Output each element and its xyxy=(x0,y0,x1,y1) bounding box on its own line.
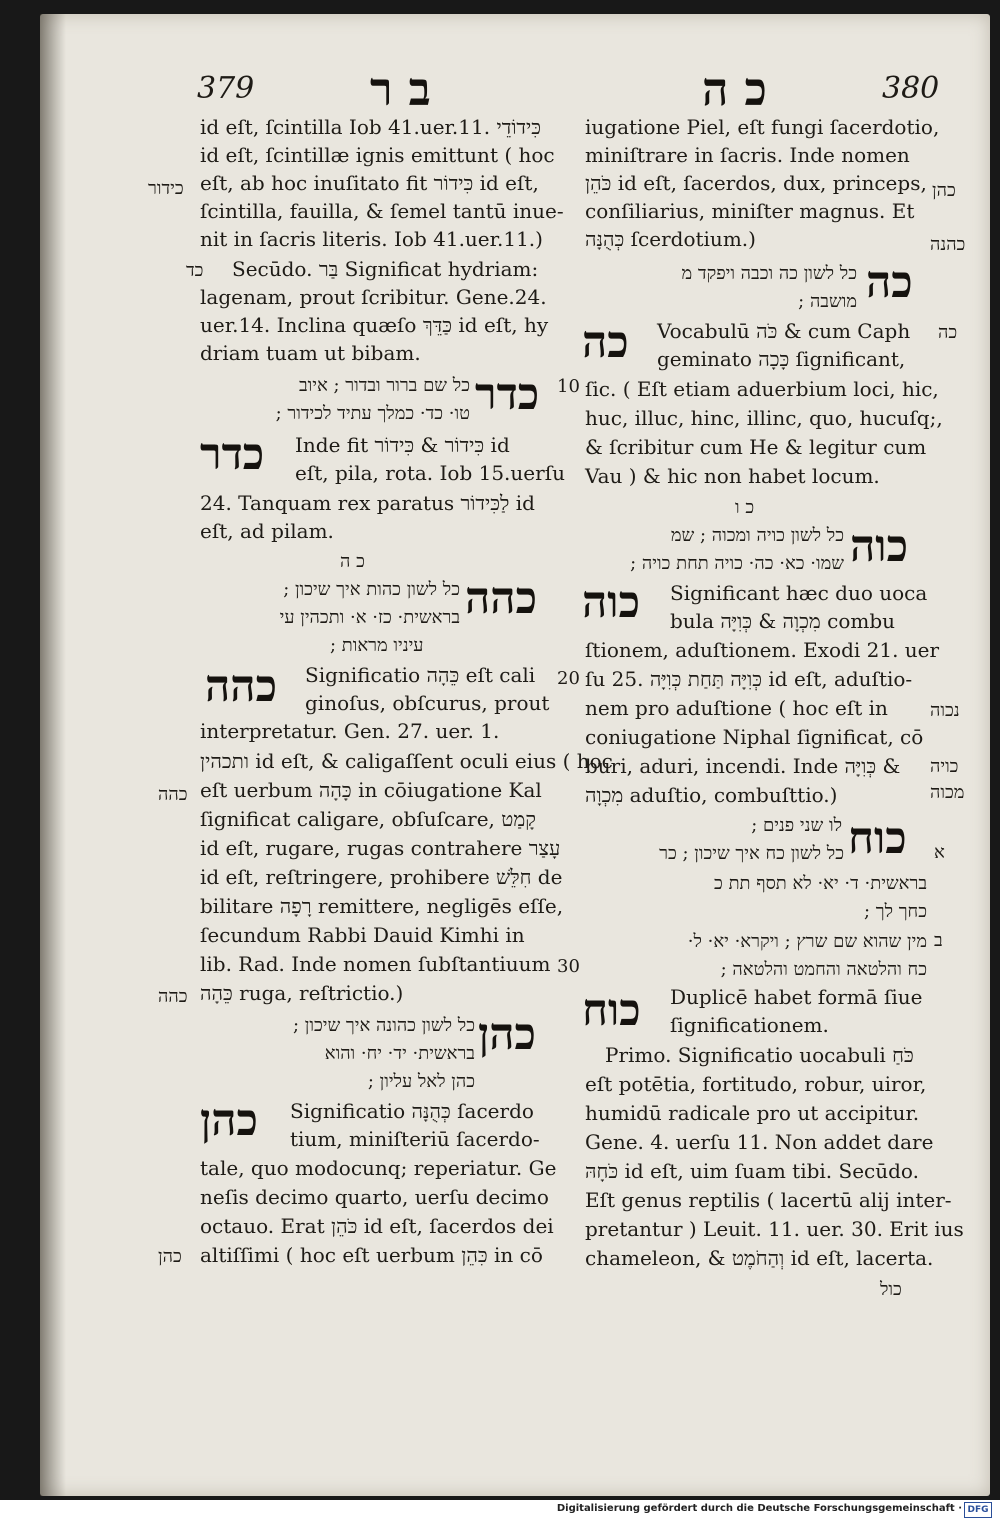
left-headword-2: כדר xyxy=(200,429,265,480)
right-line-11: huc, illuc, hinc, illinc, quo, hucuſq;, xyxy=(585,406,943,430)
right-margin-note-5: כויה xyxy=(930,756,959,777)
right-line-20: ſu 25. כְּוִיָּה תַּחַת כְּוִיָּה id eſt, aduſtio- xyxy=(585,667,913,691)
right-headword-2: כה xyxy=(582,317,629,368)
right-line-36: Gene. 4. uerſu 11. Non addet dare xyxy=(585,1130,934,1154)
right-line-5: כְּהֻנָּה ſcerdotium.) xyxy=(585,227,756,251)
right-line-18: bula מִכְוָה & כְּוִיָּה combu xyxy=(670,609,896,633)
left-line-39: octauo. Erat כֹּהֵן id eſt, ſacerdos dei xyxy=(200,1214,554,1238)
right-line-29: מין שהוא שם שרץ ; ויקרא· יא· ל· xyxy=(687,931,927,952)
left-line-10: כל שם ברור ובדור ; איוב xyxy=(298,375,470,396)
left-line-33: בראשית· יד· יח· והוא xyxy=(324,1043,475,1064)
right-line-38: Eſt genus reptilis ( lacertū alij inter- xyxy=(585,1188,952,1212)
right-margin-note-1: כהן xyxy=(932,180,956,201)
left-headword-5: כהן xyxy=(478,1009,537,1060)
right-line-27: בראשית· ד· יא· לא תסף תת כ xyxy=(714,873,927,894)
left-line-19: עיניו מראות ; xyxy=(330,635,424,656)
right-line-22: coniugatione Niphal ſignificat, cō xyxy=(585,725,924,749)
left-line-23: ותכהין id eſt, & caligaſſent oculi eius ( hoc xyxy=(200,749,613,773)
right-page-number: 380 xyxy=(882,71,940,106)
left-margin-note-1: כידור xyxy=(148,178,184,199)
line-number-10: 10 xyxy=(557,376,580,397)
right-line-2: miniſtrare in ſacris. Inde nomen xyxy=(585,143,910,167)
left-line-3: eſt, ab hoc inuſitato fit כִּידוֹר id eſt, xyxy=(200,171,539,195)
left-line-24: eſt uerbum כָּהָה in cōiugatione Kal xyxy=(200,778,542,802)
right-line-1: iugatione Piel, eſt fungi ſacerdotio, xyxy=(585,115,940,139)
right-line-40: chameleon, & וְהַחֹמֶט id eſt, lacerta. xyxy=(585,1246,934,1270)
left-page-number: 379 xyxy=(197,71,255,106)
left-headword-3: כהה xyxy=(465,573,538,624)
left-line-17: כל לשון כהות איך שיכון ; xyxy=(283,579,460,600)
right-line-12: & ſcribitur cum He & legitur cum xyxy=(585,435,927,459)
left-line-22: interpretatur. Gen. 27. uer. 1. xyxy=(200,719,500,743)
left-line-5: nit in ſacris literis. Iob 41.uer.11.) xyxy=(200,227,543,251)
right-line-4: conſiliarius, miniſter magnus. Et xyxy=(585,199,915,223)
right-line-7: מושבה ; xyxy=(798,291,857,312)
right-line-8: Vocabulū כֹּה & cum Caph xyxy=(657,319,911,343)
left-line-37: tale, quo modocunq; reperiatur. Ge xyxy=(200,1156,557,1180)
left-headword-6: כהן xyxy=(200,1095,259,1146)
left-line-20: Significatio כֵּהָה eſt cali xyxy=(305,663,536,687)
right-line-24: מִכְוָה aduſtio, combuſttio.) xyxy=(585,783,838,807)
left-line-29: ſecundum Rabbi Dauid Kimhi in xyxy=(200,923,525,947)
right-line-35: humidū radicale pro ut accipitur. xyxy=(585,1101,920,1125)
right-line-6: כל לשון כה וכבה ויפקד מ xyxy=(681,263,857,284)
left-line-6: Secūdo. בַּר Significat hydriam: xyxy=(232,257,539,281)
left-line-4: ſcintilla, fauilla, & ſemel tantū inue- xyxy=(200,199,564,223)
right-line-37: כֹּחָהּ id eſt, uim ſuam tibi. Secūdo. xyxy=(585,1159,919,1183)
dfg-logo-icon[interactable]: DFG xyxy=(964,1502,992,1518)
funding-notice: Digitalisierung gefördert durch die Deutsche Forschungsgemeinschaft · xyxy=(556,1503,962,1514)
right-line-15: כל לשון כויה ומכוה ; שמ xyxy=(670,525,844,546)
right-line-26: כל לשון כח איך שיכון ; כר xyxy=(659,843,844,864)
right-line-10: ſic. ( Eſt etiam aduerbium loci, hic, xyxy=(585,377,939,401)
left-line-9: driam tuam ut bibam. xyxy=(200,341,421,365)
right-line-21: nem pro aduſtione ( hoc eſt in xyxy=(585,696,888,720)
right-line-33: Primo. Significatio uocabuli כֹּחַ xyxy=(605,1043,914,1067)
right-margin-note-8: ב xyxy=(934,930,943,951)
left-line-35: Significatio כְּהֻנָּה ſacerdo xyxy=(290,1099,534,1123)
left-line-8: uer.14. Inclina quæſo כַּדֵּךְ id eſt, hy xyxy=(200,313,549,337)
right-line-17: Significant hæc duo uoca xyxy=(670,581,928,605)
left-letter-section: כ ה xyxy=(340,551,365,572)
left-line-32: כל לשון כהונה איך שיכון ; xyxy=(292,1015,475,1036)
left-line-40: altiſſimi ( hoc eſt uerbum כִּהֵן in cō xyxy=(200,1243,543,1267)
right-line-30: כח והלטאה והחמט והלטאה ; xyxy=(720,959,927,980)
right-running-head: כ ה xyxy=(702,62,767,116)
left-margin-note-5: כהן xyxy=(158,1246,182,1267)
right-line-23: buri, aduri, incendi. Inde כְּוִיָּה & xyxy=(585,754,901,778)
left-line-11: טו· כד· כמלך עתיד לכידור ; xyxy=(275,403,470,424)
right-margin-note-4: נכוה xyxy=(930,700,960,721)
right-line-13: Vau ) & hic non habet locum. xyxy=(585,464,880,488)
right-line-16: שמו· כא· כה· כויה תחת כויה ; xyxy=(630,553,844,574)
line-number-20: 20 xyxy=(557,668,580,689)
left-line-38: neſis decimo quarto, uerſu decimo xyxy=(200,1185,549,1209)
right-margin-note-2: כהנה xyxy=(930,234,966,255)
left-margin-note-4: כהה xyxy=(158,986,188,1007)
left-line-28: bilitare רָפָה remittere, negligēs eſſe, xyxy=(200,894,564,918)
right-line-25: לו שני פנים ; xyxy=(751,815,842,836)
right-line-28: כחך לך ; xyxy=(863,901,927,922)
left-line-36: tium, miniſteriū ſacerdo- xyxy=(290,1127,540,1151)
right-margin-note-3: כה xyxy=(938,322,958,343)
left-line-25: ſignificat caligare, obſuſcare, קָמַט xyxy=(200,807,536,831)
left-line-30: lib. Rad. Inde nomen ſubſtantiuum xyxy=(200,952,551,976)
right-line-32: ſignificationem. xyxy=(670,1013,829,1037)
left-line-14: 24. Tanquam rex paratus לַכִּידוֹר id xyxy=(200,491,535,515)
right-headword-3: כוה xyxy=(850,521,909,572)
left-line-13: eſt, pila, rota. Iob 15.uerſu xyxy=(295,461,565,485)
left-line-31: כֵּהָה ruga, reſtrictio.) xyxy=(200,981,404,1005)
right-line-31: Duplicē habet formā ſiue xyxy=(670,985,923,1009)
right-headword-5: כוח xyxy=(848,813,907,864)
right-line-39: pretantur ) Leuit. 11. uer. 30. Erit ius xyxy=(585,1217,964,1241)
right-catchword: כול xyxy=(880,1279,902,1300)
left-margin-note-3: כהה xyxy=(158,784,188,805)
right-line-3: כֹּהֵן id eſt, ſacerdos, dux, princeps, xyxy=(585,171,927,195)
right-line-19: ſtionem, aduſtionem. Exodi 21. uer xyxy=(585,638,940,662)
right-margin-note-7: א xyxy=(934,842,945,863)
right-headword-4: כוה xyxy=(582,577,641,628)
left-line-12: Inde fit כִּידוֹר & כִּידוֹר id xyxy=(295,433,510,457)
left-line-2: id eſt, ſcintillæ ignis emittunt ( hoc xyxy=(200,143,555,167)
right-margin-note-6: מכוה xyxy=(930,782,965,803)
left-line-21: ginoſus, obſcurus, prout xyxy=(305,691,550,715)
left-headword-4: כהה xyxy=(205,661,278,712)
left-margin-note-2: כד xyxy=(186,260,204,281)
left-line-34: כהן לאל עליון ; xyxy=(367,1071,475,1092)
right-letter-section: כ ו xyxy=(735,497,755,518)
left-running-head: ב ר xyxy=(370,62,431,116)
footer-bar xyxy=(0,1500,1000,1519)
line-number-30: 30 xyxy=(557,956,580,977)
right-line-9: geminato כָּכָה ſignificant, xyxy=(657,347,906,371)
left-line-7: lagenam, prout ſcribitur. Gene.24. xyxy=(200,285,547,309)
left-line-15: eſt, ad pilam. xyxy=(200,519,334,543)
left-headword-1: כדר xyxy=(475,369,540,420)
right-headword-6: כוח xyxy=(582,985,641,1036)
left-line-26: id eſt, rugare, rugas contrahere עָצַר xyxy=(200,836,561,860)
left-line-18: בראשית· כז· א· ותכהין עי xyxy=(279,607,460,628)
left-line-27: id eſt, reſtringere, prohibere חִלֵּשׁ de xyxy=(200,865,563,889)
right-line-34: eſt potētia, fortitudo, robur, uiror, xyxy=(585,1072,927,1096)
right-headword-1: כה xyxy=(866,257,913,308)
left-line-1: id eſt, ſcintilla Iob 41.uer.11. כִּידוֹדֵי xyxy=(200,115,542,139)
